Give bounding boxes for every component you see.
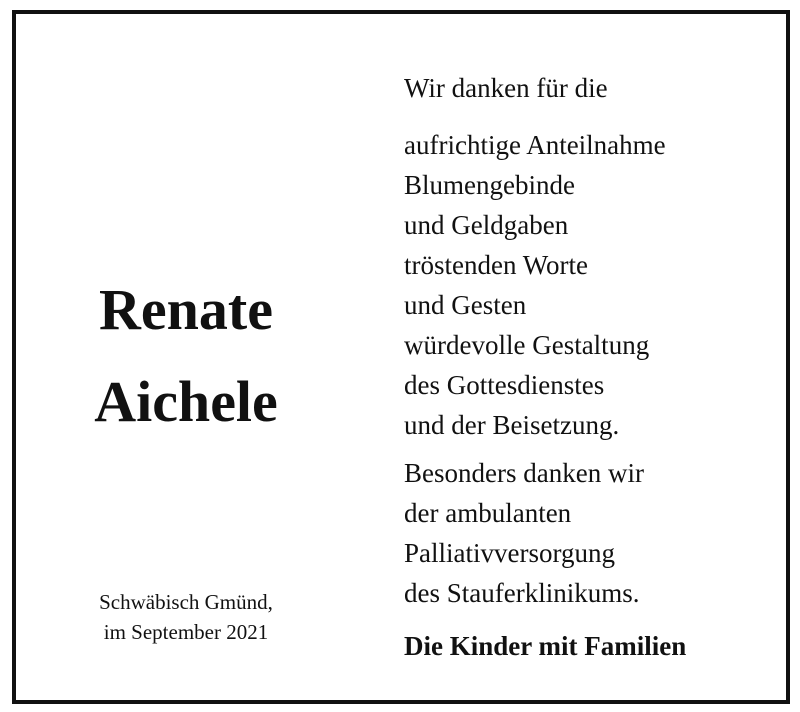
- special-thanks: [404, 453, 644, 613]
- thanks-list-item: und Gesten: [404, 290, 527, 320]
- thanks-list-item: tröstenden Worte: [404, 250, 589, 280]
- right-column: [404, 14, 774, 700]
- special-thanks-line: der ambulanten: [404, 498, 572, 528]
- thanks-intro: [404, 68, 608, 108]
- left-column: [16, 14, 356, 700]
- signature-text: Die Kinder mit Familien: [404, 631, 687, 661]
- deceased-name: [16, 264, 356, 448]
- thanks-list: [404, 125, 666, 445]
- notice-frame: [12, 10, 790, 704]
- thanks-list-item: Blumengebinde: [404, 170, 575, 200]
- thanks-list-item: und der Beisetzung.: [404, 410, 620, 440]
- place-date: [16, 587, 356, 647]
- deceased-last-name: Aichele: [94, 369, 278, 434]
- special-thanks-line: des Stauferklinikums.: [404, 578, 640, 608]
- special-thanks-line: Besonders danken wir: [404, 458, 644, 488]
- thanks-list-item: würdevolle Gestaltung: [404, 330, 650, 360]
- thanks-list-item: des Gottesdienstes: [404, 370, 605, 400]
- place-text: Schwäbisch Gmünd,: [99, 590, 273, 614]
- deceased-first-name: Renate: [99, 277, 273, 342]
- signature: [404, 626, 686, 666]
- thanks-list-item: aufrichtige Anteilnahme: [404, 130, 666, 160]
- special-thanks-line: Palliativversorgung: [404, 538, 615, 568]
- thanks-list-item: und Geldgaben: [404, 210, 569, 240]
- thanks-intro-line: Wir danken für die: [404, 73, 608, 103]
- date-text: im September 2021: [103, 620, 269, 644]
